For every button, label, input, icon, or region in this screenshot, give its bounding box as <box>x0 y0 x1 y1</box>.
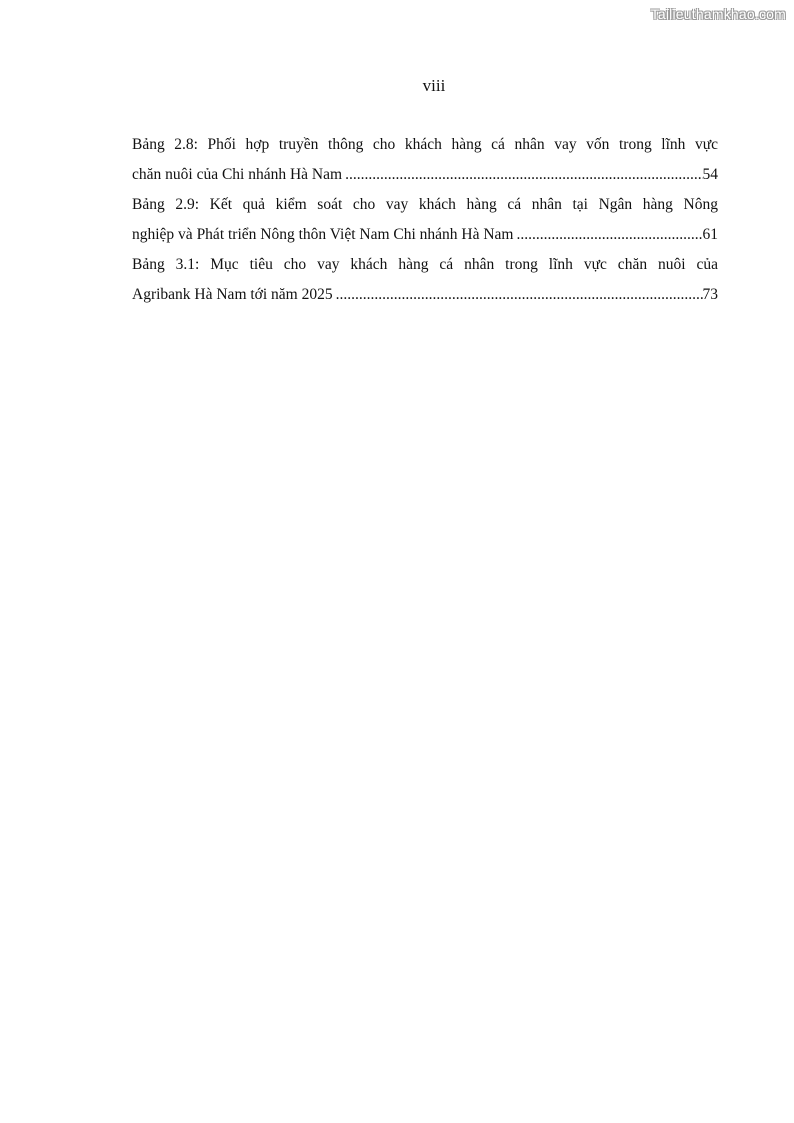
toc-entry-title-line1: Bảng 3.1: Mục tiêu cho vay khách hàng cá nhân trong lĩnh vực chăn nuôi của <box>132 256 718 273</box>
dot-leader <box>336 280 703 310</box>
toc-entry-page: 61 <box>702 226 718 243</box>
toc-entry-title-line2: Agribank Hà Nam tới năm 2025 <box>132 286 333 303</box>
toc-entry-title-line1: Bảng 2.8: Phối hợp truyền thông cho khách hàng cá nhân vay vốn trong lĩnh vực <box>132 136 718 153</box>
toc-entry-title-line2-row <box>132 280 718 310</box>
toc-entry-page: 54 <box>702 166 718 183</box>
watermark: Tailieuthamkhao.com <box>650 6 786 22</box>
toc-entry-title-line1: Bảng 2.9: Kết quả kiểm soát cho vay khách hàng cá nhân tại Ngân hàng Nông <box>132 196 718 213</box>
dot-leader <box>516 220 702 250</box>
toc-entry-bang-3-1[interactable] <box>132 250 718 310</box>
page-number: viii <box>422 76 446 95</box>
toc-entry-bang-2-9[interactable] <box>132 190 718 250</box>
dot-leader <box>345 160 702 190</box>
toc-entry-page: 73 <box>702 286 718 303</box>
toc-entry-title-line2-row <box>132 220 718 250</box>
toc-entry-title-line2: nghiệp và Phát triển Nông thôn Việt Nam Chi nhánh Hà Nam <box>132 226 514 243</box>
toc-entry-bang-2-8[interactable] <box>132 130 718 190</box>
table-of-tables <box>132 130 718 310</box>
toc-entry-title-line2-row <box>132 160 718 190</box>
toc-entry-title-line2: chăn nuôi của Chi nhánh Hà Nam <box>132 166 343 183</box>
